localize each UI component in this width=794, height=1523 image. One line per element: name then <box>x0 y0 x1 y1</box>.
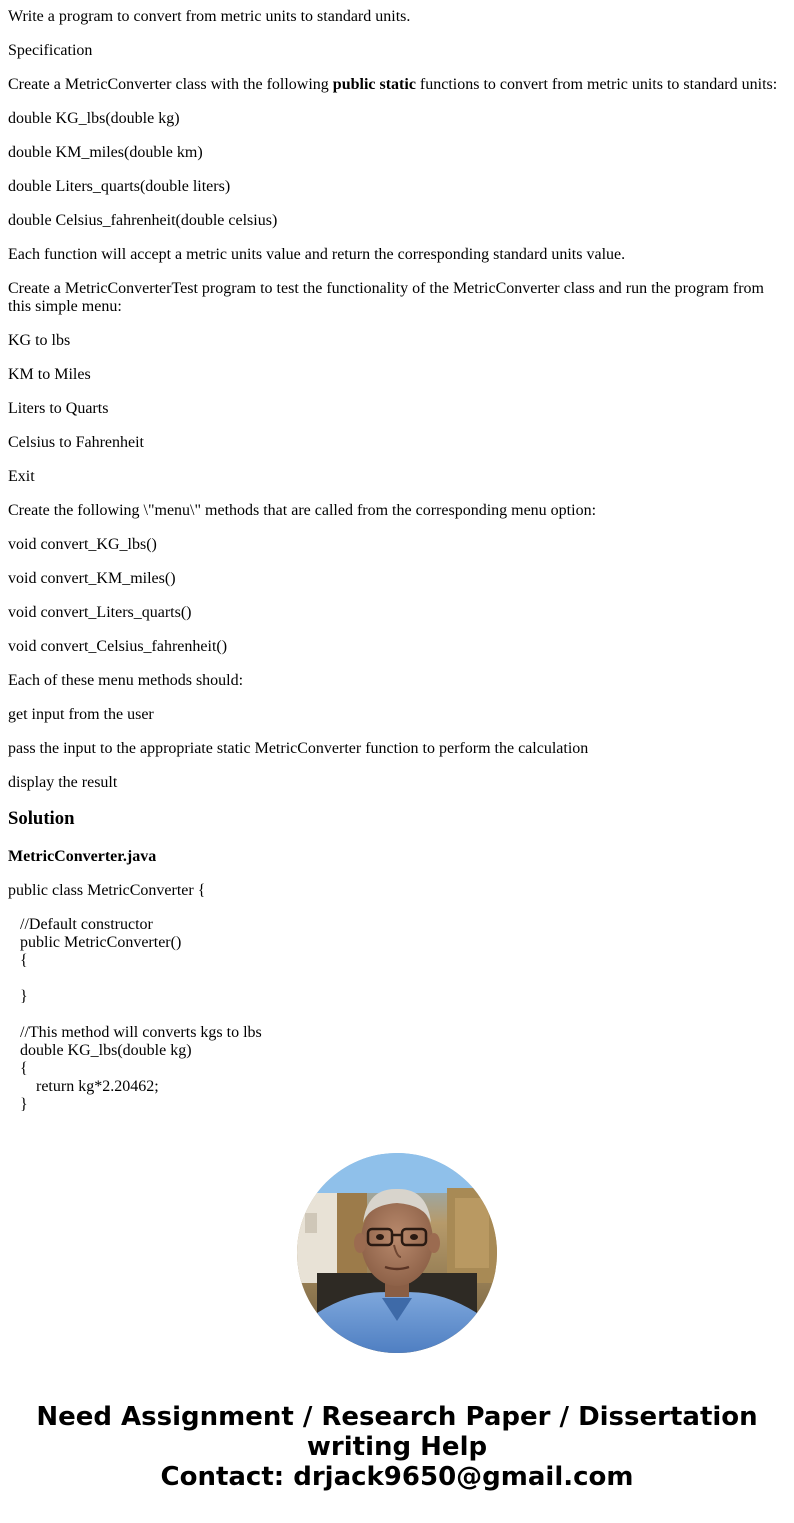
function-signature: double KG_lbs(double kg) <box>8 110 180 127</box>
menu-method: void convert_Liters_quarts() <box>8 604 192 621</box>
code-line: //This method will converts kgs to lbs <box>20 1024 262 1041</box>
question-content <box>8 8 786 1114</box>
create-class-pre: Create a MetricConverter class with the following <box>8 76 333 93</box>
code-line: double KG_lbs(double kg) <box>20 1042 192 1059</box>
code-line: } <box>20 1096 28 1113</box>
step-item: get input from the user <box>8 706 154 723</box>
code-line: public MetricConverter() <box>20 934 182 951</box>
code-line <box>8 970 786 988</box>
function-signature: double Celsius_fahrenheit(double celsius) <box>8 212 278 229</box>
menu-method: void convert_Celsius_fahrenheit() <box>8 638 228 655</box>
menu-option: Exit <box>8 468 35 485</box>
menu-method: void convert_KG_lbs() <box>8 536 157 553</box>
menu-option: KM to Miles <box>8 366 91 383</box>
solution-filename: MetricConverter.java <box>8 848 157 865</box>
author-avatar <box>297 1153 497 1353</box>
code-line: { <box>20 1060 28 1077</box>
code-block <box>8 916 786 1114</box>
create-test-text: Create a MetricConverterTest program to test the functionality of the MetricConverter class and run the program from this simple menu: <box>8 280 764 315</box>
promo-banner <box>0 1402 794 1492</box>
spec-heading: Specification <box>8 42 93 59</box>
menu-methods-intro: Create the following \"menu\" methods that are called from the corresponding menu option: <box>8 502 597 519</box>
author-photo <box>297 1153 497 1353</box>
promo-line: Need Assignment / Research Paper / Dissertation <box>36 1402 758 1432</box>
create-class-text <box>8 76 786 94</box>
code-line: { <box>20 952 28 969</box>
step-item: display the result <box>8 774 118 791</box>
class-declaration: public class MetricConverter { <box>8 882 206 899</box>
each-function-text: Each function will accept a metric units value and return the corresponding standard units value. <box>8 246 626 263</box>
function-signature: double KM_miles(double km) <box>8 144 203 161</box>
code-line: return kg*2.20462; <box>36 1078 159 1095</box>
code-line <box>8 1006 786 1024</box>
step-item: pass the input to the appropriate static MetricConverter function to perform the calculation <box>8 740 589 757</box>
create-class-post: functions to convert from metric units to standard units: <box>415 76 778 93</box>
promo-line: writing Help <box>306 1432 488 1462</box>
code-line: //Default constructor <box>20 916 153 933</box>
each-menu-method-text: Each of these menu methods should: <box>8 672 244 689</box>
code-line: } <box>20 988 28 1005</box>
intro-text: Write a program to convert from metric units to standard units. <box>8 8 411 25</box>
function-signature: double Liters_quarts(double liters) <box>8 178 231 195</box>
menu-method: void convert_KM_miles() <box>8 570 176 587</box>
solution-heading: Solution <box>8 808 75 829</box>
promo-contact: Contact: drjack9650@gmail.com <box>160 1462 634 1492</box>
menu-option: Liters to Quarts <box>8 400 109 417</box>
menu-option: KG to lbs <box>8 332 71 349</box>
create-class-bold: public static <box>332 76 416 93</box>
menu-option: Celsius to Fahrenheit <box>8 434 144 451</box>
